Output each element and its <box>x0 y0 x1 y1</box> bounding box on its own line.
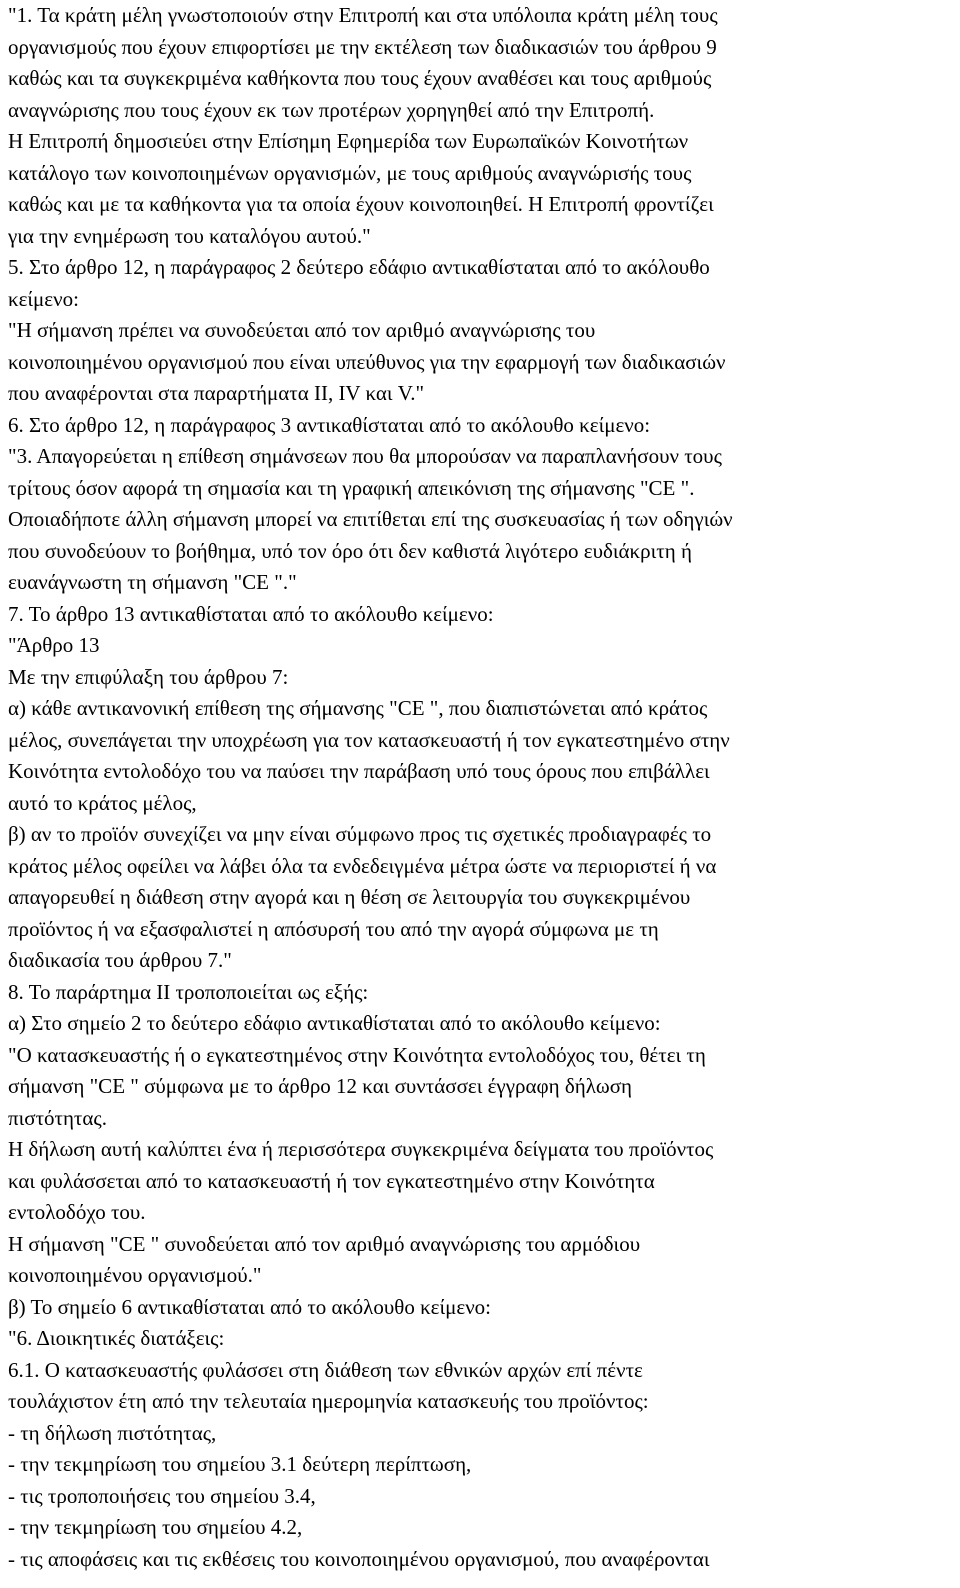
text-line: Οποιαδήποτε άλλη σήμανση μπορεί να επιτίθεται επί της συσκευασίας ή των οδηγιών <box>8 507 733 531</box>
text-line: οργανισμούς που έχουν επιφορτίσει με την εκτέλεση των διαδικασιών του άρθρου 9 <box>8 34 717 59</box>
text-line: καθώς και τα συγκεκριμένα καθήκοντα που τους έχουν αναθέσει και τους αριθμούς <box>8 66 712 90</box>
text-line: "Άρθρο 13 <box>8 633 100 657</box>
text-line: - την τεκμηρίωση του σημείου 3.1 δεύτερη περίπτωση, <box>8 1452 472 1476</box>
text-line: α) Στο σημείο 2 το δεύτερο εδάφιο αντικαθίσταται από το ακόλουθο κείμενο: <box>8 1011 661 1035</box>
text-line: Με την επιφύλαξη του άρθρου 7: <box>8 664 289 689</box>
text-line: εντολοδόχο του. <box>8 1200 146 1224</box>
text-line: 6. Στο άρθρο 12, η παράγραφος 3 αντικαθίσταται από το ακόλουθο κείμενο: <box>8 412 651 437</box>
text-line: κείμενο: <box>8 286 79 311</box>
text-line: - τις αποφάσεις και τις εκθέσεις του κοινοποιημένου οργανισμού, που αναφέρονται <box>8 1546 710 1571</box>
text-line: 5. Στο άρθρο 12, η παράγραφος 2 δεύτερο εδάφιο αντικαθίσταται από το ακόλουθο <box>8 255 710 279</box>
text-line: 6.1. Ο κατασκευαστής φυλάσσει στη διάθεση των εθνικών αρχών επί πέντε <box>8 1357 643 1382</box>
text-line: "Η σήμανση πρέπει να συνοδεύεται από τον αριθμό αναγνώρισης του <box>8 318 596 342</box>
text-line: κατάλογο των κοινοποιημένων οργανισμών, με τους αριθμούς αναγνώρισής τους <box>8 160 692 185</box>
text-line: Η σήμανση "CE " συνοδεύεται από τον αριθμό αναγνώρισης του αρμόδιου <box>8 1231 641 1256</box>
text-line: απαγορευθεί η διάθεση στην αγορά και η θέση σε λειτουργία του συγκεκριμένου <box>8 885 691 909</box>
text-line: 7. Το άρθρο 13 αντικαθίσταται από το ακόλουθο κείμενο: <box>8 601 494 626</box>
text-line: σήμανση "CE " σύμφωνα με το άρθρο 12 και συντάσσει έγγραφη δήλωση <box>8 1074 633 1098</box>
text-line: "3. Απαγορεύεται η επίθεση σημάνσεων που θα μπορούσαν να παραπλανήσουν τους <box>8 444 722 468</box>
text-line: πιστότητας. <box>8 1105 107 1130</box>
text-line: ευανάγνωστη τη σήμανση "CE "." <box>8 570 297 594</box>
text-line: "1. Τα κράτη μέλη γνωστοποιούν στην Επιτροπή και στα υπόλοιπα κράτη μέλη τους <box>8 3 718 27</box>
text-line: α) κάθε αντικανονική επίθεση της σήμανσης "CE ", που διαπιστώνεται από κράτος <box>8 696 708 720</box>
text-line: κοινοποιημένου οργανισμού που είναι υπεύθυνος για την εφαρμογή των διαδικασιών <box>8 349 726 374</box>
text-line: - τις τροποποιήσεις του σημείου 3.4, <box>8 1483 316 1508</box>
text-line: αναγνώρισης που τους έχουν εκ των προτέρων χορηγηθεί από την Επιτροπή. <box>8 97 655 122</box>
text-line: κοινοποιημένου οργανισμού." <box>8 1263 262 1287</box>
text-line: προϊόντος ή να εξασφαλιστεί η απόσυρσή του από την αγορά σύμφωνα με τη <box>8 916 659 941</box>
text-line: για την ενημέρωση του καταλόγου αυτού." <box>8 223 371 248</box>
text-line: μέλος, συνεπάγεται την υποχρέωση για τον κατασκευαστή ή τον εγκατεστημένο στην <box>8 727 730 752</box>
text-line: "6. Διοικητικές διατάξεις: <box>8 1326 225 1350</box>
text-line: τρίτους όσον αφορά τη σημασία και τη γραφική απεικόνιση της σήμανσης "CE ". <box>8 475 695 500</box>
text-line: Η Επιτροπή δημοσιεύει στην Επίσημη Εφημερίδα των Ευρωπαϊκών Κοινοτήτων <box>8 129 689 153</box>
text-line: κράτος μέλος οφείλει να λάβει όλα τα ενδεδειγμένα μέτρα ώστε να περιοριστεί ή να <box>8 853 717 878</box>
text-line: και φυλάσσεται από το κατασκευαστή ή τον εγκατεστημένο στην Κοινότητα <box>8 1168 655 1193</box>
text-line: β) αν το προϊόν συνεχίζει να μην είναι σύμφωνο προς τις σχετικές προδιαγραφές το <box>8 822 712 846</box>
text-line: - τη δήλωση πιστότητας, <box>8 1420 217 1445</box>
text-line: - την τεκμηρίωση του σημείου 4.2, <box>8 1515 303 1539</box>
text-line: 8. Το παράρτημα II τροποποιείται ως εξής: <box>8 979 369 1004</box>
text-line: "Ο κατασκευαστής ή ο εγκατεστημένος στην Κοινότητα εντολοδόχος του, θέτει τη <box>8 1042 706 1067</box>
text-line: διαδικασία του άρθρου 7." <box>8 948 232 972</box>
text-line: αυτό το κράτος μέλος, <box>8 790 197 815</box>
document-body <box>8 0 952 1575</box>
text-line: β) Το σημείο 6 αντικαθίσταται από το ακόλουθο κείμενο: <box>8 1294 492 1319</box>
text-line: τουλάχιστον έτη από την τελευταία ημερομηνία κατασκευής του προϊόντος: <box>8 1389 649 1413</box>
text-line: καθώς και με τα καθήκοντα για τα οποία έχουν κοινοποιηθεί. Η Επιτροπή φροντίζει <box>8 192 714 216</box>
text-line: που συνοδεύουν το βοήθημα, υπό τον όρο ότι δεν καθιστά λιγότερο ευδιάκριτη ή <box>8 538 692 563</box>
text-line: που αναφέρονται στα παραρτήματα II, IV και V." <box>8 381 425 405</box>
text-line: Κοινότητα εντολοδόχο του να παύσει την παράβαση υπό τους όρους που επιβάλλει <box>8 759 710 783</box>
text-line: Η δήλωση αυτή καλύπτει ένα ή περισσότερα συγκεκριμένα δείγματα του προϊόντος <box>8 1137 714 1161</box>
